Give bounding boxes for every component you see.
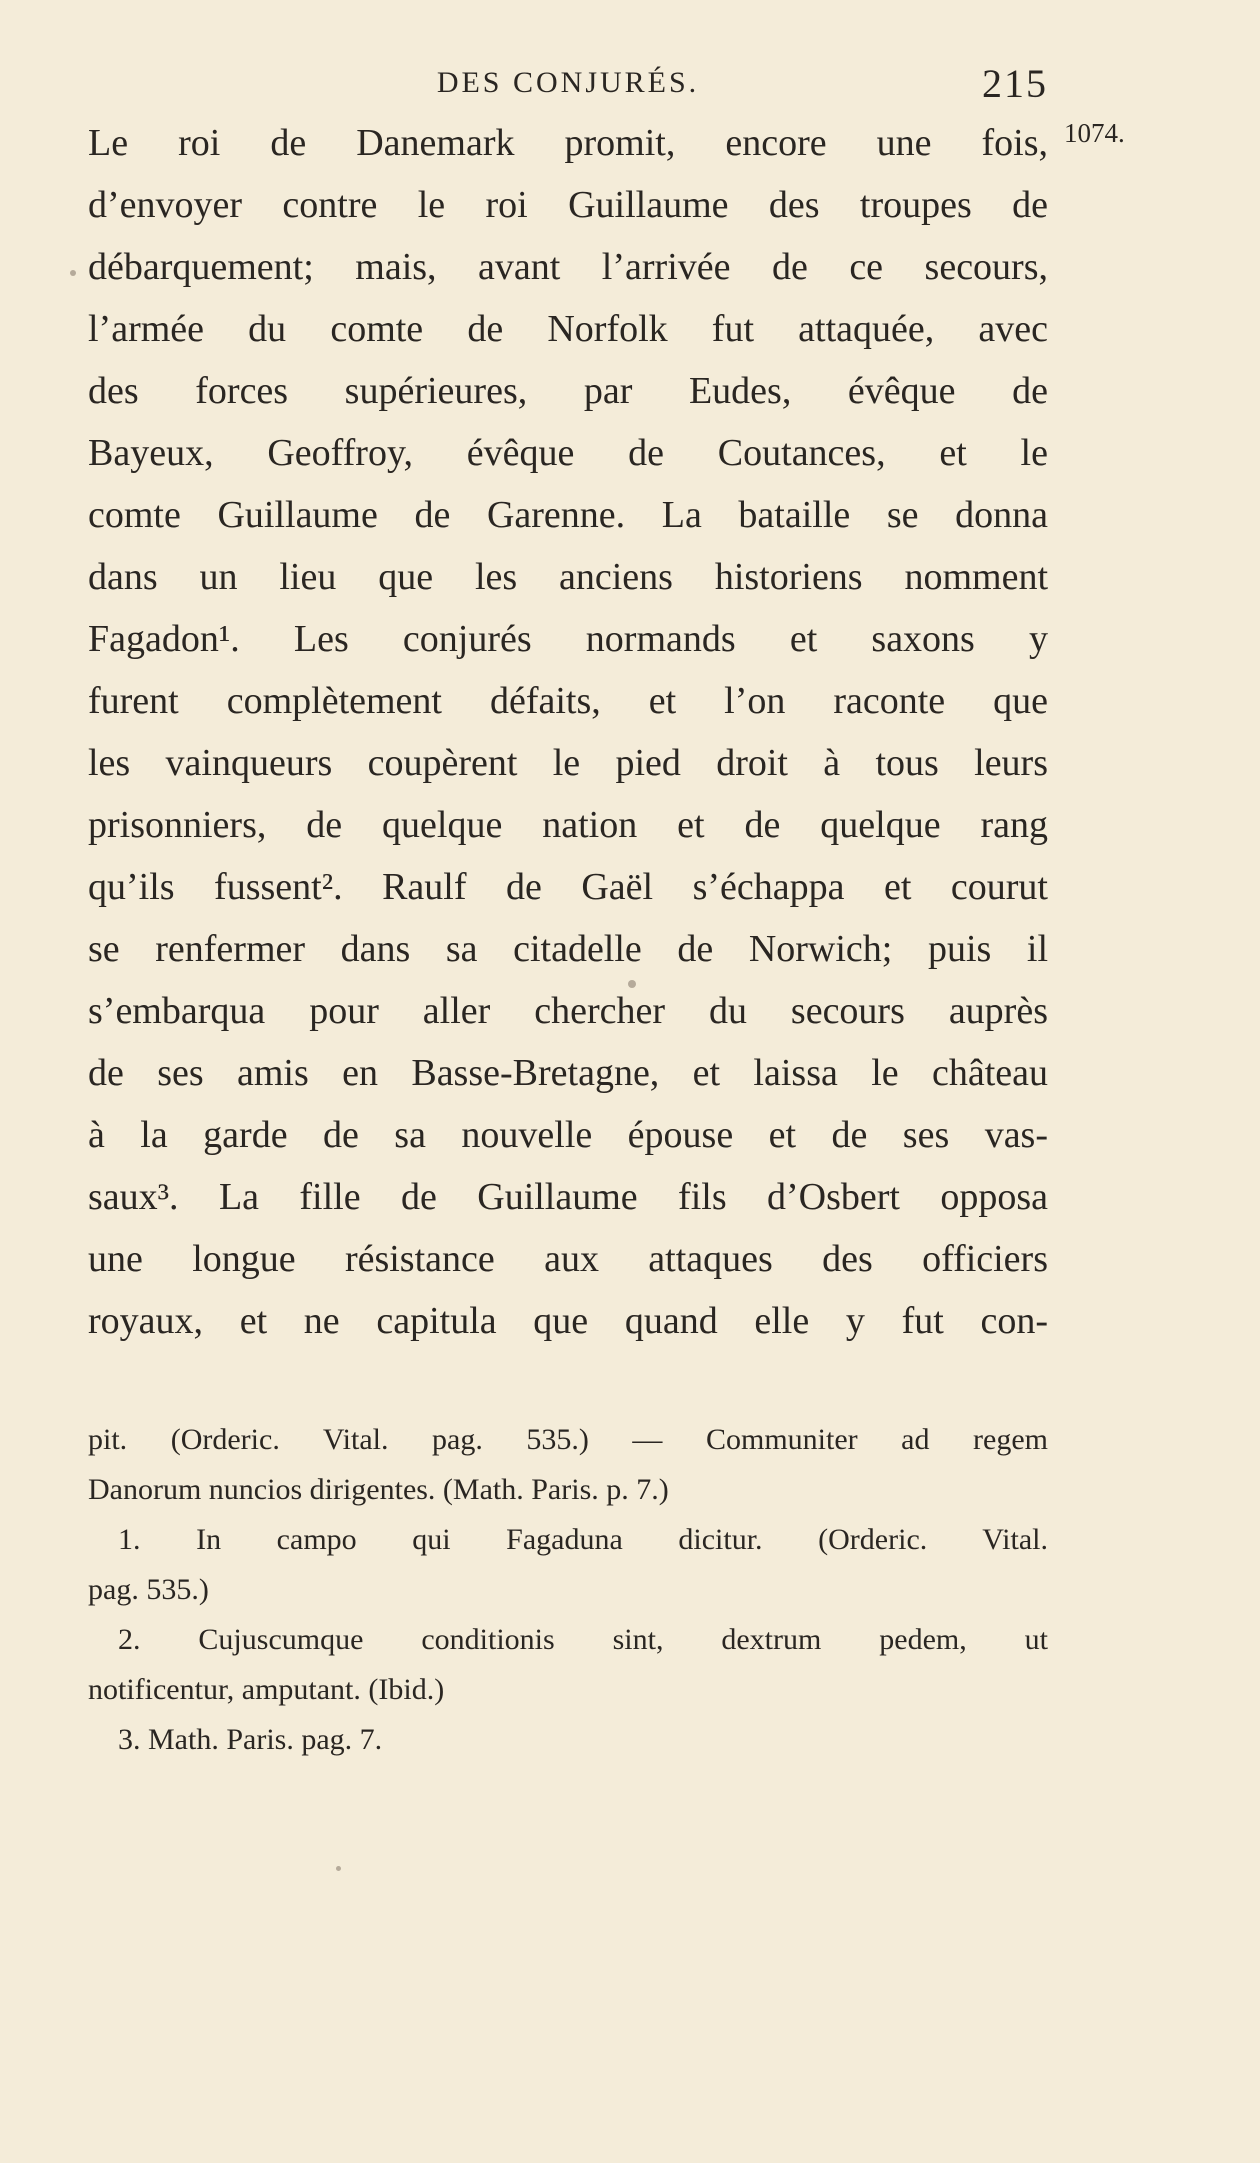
text-line: saux³. La fille de Guillaume fils d’Osbert opposa [88, 1176, 1048, 1218]
text-line: Fagadon¹. Les conjurés normands et saxons y [88, 618, 1048, 660]
running-head [88, 60, 1048, 110]
footnote-line: 3. Math. Paris. pag. 7. [118, 1723, 383, 1756]
text-line: royaux, et ne capitula que quand elle y fut con- [88, 1300, 1048, 1342]
paper-speck [70, 270, 76, 276]
text-line: qu’ils fussent². Raulf de Gaël s’échappa et courut [88, 866, 1048, 908]
text-line: de ses amis en Basse-Bretagne, et laissa le château [88, 1052, 1048, 1094]
footnote-line: 2. Cujuscumque conditionis sint, dextrum pedem, ut [118, 1623, 1048, 1656]
text-line: à la garde de sa nouvelle épouse et de ses vas- [88, 1114, 1048, 1156]
text-line: les vainqueurs coupèrent le pied droit à tous leurs [88, 742, 1048, 784]
text-line: l’armée du comte de Norfolk fut attaquée, avec [88, 308, 1048, 350]
footnote-line: notificentur, amputant. (Ibid.) [88, 1673, 445, 1706]
text-line: comte Guillaume de Garenne. La bataille se donna [88, 494, 1048, 536]
text-line: s’embarqua pour aller chercher du secours auprès [88, 990, 1048, 1032]
text-line: des forces supérieures, par Eudes, évêque de [88, 370, 1048, 412]
text-line: prisonniers, de quelque nation et de quelque rang [88, 804, 1048, 846]
text-line: dans un lieu que les anciens historiens nomment [88, 556, 1048, 598]
text-line: furent complètement défaits, et l’on raconte que [88, 680, 1048, 722]
text-line: Le roi de Danemark promit, encore une fois, [88, 122, 1048, 164]
footnote-line: 1. In campo qui Fagaduna dicitur. (Orderic. Vital. [118, 1523, 1048, 1556]
text-line: se renfermer dans sa citadelle de Norwich; puis il [88, 928, 1048, 970]
text-line: débarquement; mais, avant l’arrivée de ce secours, [88, 246, 1048, 288]
page-number: 215 [982, 61, 1048, 106]
running-title: DES CONJURÉS. [436, 66, 700, 99]
footnotes [88, 1415, 1048, 1765]
paper-speck [628, 980, 636, 988]
text-line: d’envoyer contre le roi Guillaume des troupes de [88, 184, 1048, 226]
text-line: Bayeux, Geoffroy, évêque de Coutances, et le [88, 432, 1048, 474]
paper-speck [336, 1866, 341, 1871]
footnote-line: Danorum nuncios dirigentes. (Math. Paris. p. 7.) [88, 1473, 669, 1506]
body-text [88, 112, 1048, 1352]
footnote-line: pag. 535.) [88, 1573, 209, 1606]
footnote-line: pit. (Orderic. Vital. pag. 535.) — Communiter ad regem [88, 1423, 1048, 1456]
margin-year-note: 1074. [1064, 118, 1125, 148]
text-line: une longue résistance aux attaques des officiers [88, 1238, 1048, 1280]
